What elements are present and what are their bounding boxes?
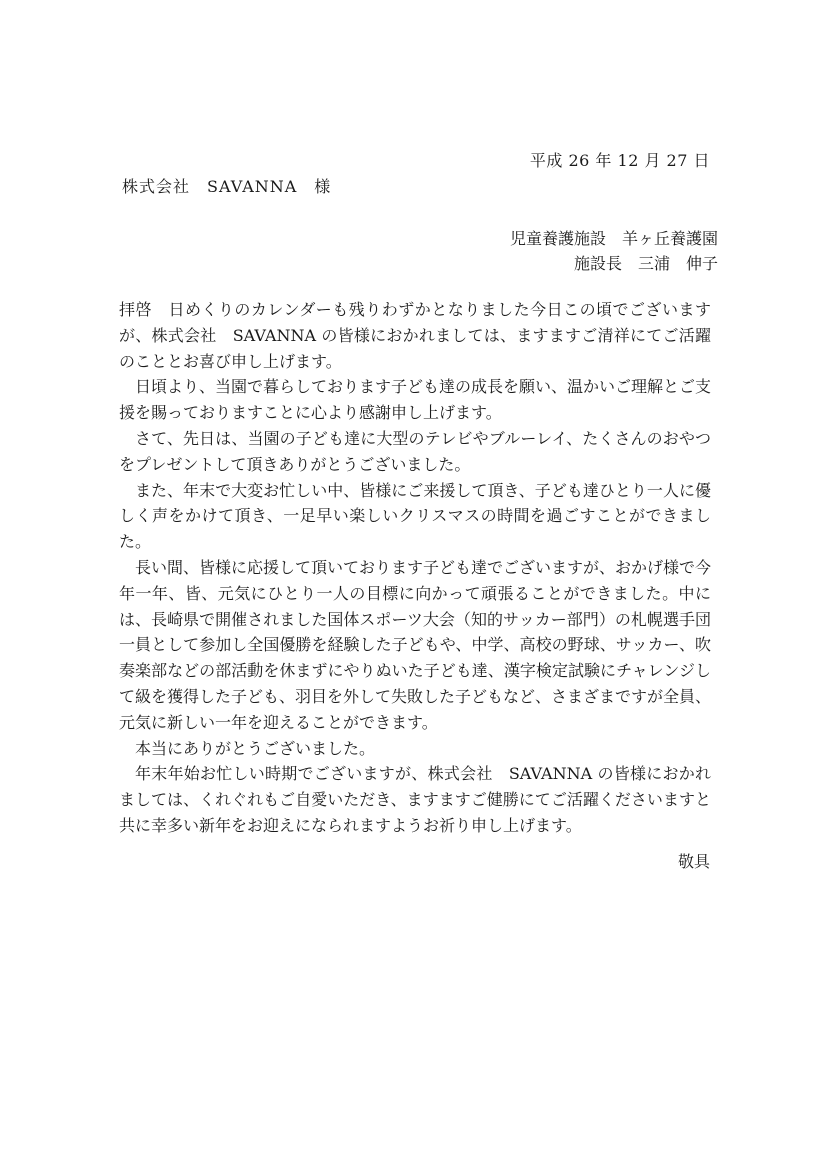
closing: 敬具 xyxy=(677,852,710,871)
paragraph-greeting: 拝啓 日めくりのカレンダーも残りわずかとなりました今日この頃でございますが、株式会社 SAVANNA の皆様におかれましては、ますますご清祥にてご活躍のこととお喜び申し上げます。 xyxy=(119,300,711,371)
sender-director: 施設長 三浦 伸子 xyxy=(573,254,718,273)
paragraph-new-year: 年末年始お忙しい時期でございますが、株式会社 SAVANNA の皆様におかれましては、くれぐれもご自愛いただき、ますますご健勝にてご活躍くださいますと共に幸多い新年をお迎えになられますようお祈り申し上げます。 xyxy=(119,764,711,835)
paragraph-thanks: 本当にありがとうございました。 xyxy=(135,738,376,758)
paragraph-gratitude: 日頃より、当園で暮らしております子ども達の成長を願い、温かいご理解とご支援を賜っておりますことに心より感謝申し上げます。 xyxy=(119,377,712,423)
addressee: 株式会社 SAVANNA 様 xyxy=(122,177,332,196)
sender-organization: 児童養護施設 羊ヶ丘養護園 xyxy=(509,229,718,248)
paragraph-gifts: さて、先日は、当園の子ども達に大型のテレビやブルーレイ、たくさんのおやつをプレゼントして頂きありがとうございました。 xyxy=(119,428,711,474)
paragraph-achievements: 長い間、皆様に応援して頂いております子ども達でございますが、おかげ様で今年一年、皆、元気にひとり一人の目標に向かって頑張ることができました。中には、長崎県で開催されました国体スポーツ大会（知的サッカー部門）の札幌選手団一員として参加し全国優勝を経験した子どもや、中学、高校の野球、サッカー、吹奏楽部などの部活動を休まずにやりぬいた子ども達、漢字検定試験にチャレンジして級を獲得した子ども、羽目を外して失敗した子どもなど、さまざまですが全員、元気に新しい一年を迎えることができます。 xyxy=(119,557,712,732)
letter-body xyxy=(119,297,711,839)
letter-date: 平成 26 年 12 月 27 日 xyxy=(529,151,710,170)
sender-block xyxy=(510,226,718,276)
paragraph-visit: また、年末で大変お忙しい中、皆様にご来援して頂き、子ども達ひとり一人に優しく声をかけて頂き、一足早い楽しいクリスマスの時間を過ごすことができました。 xyxy=(119,480,711,552)
